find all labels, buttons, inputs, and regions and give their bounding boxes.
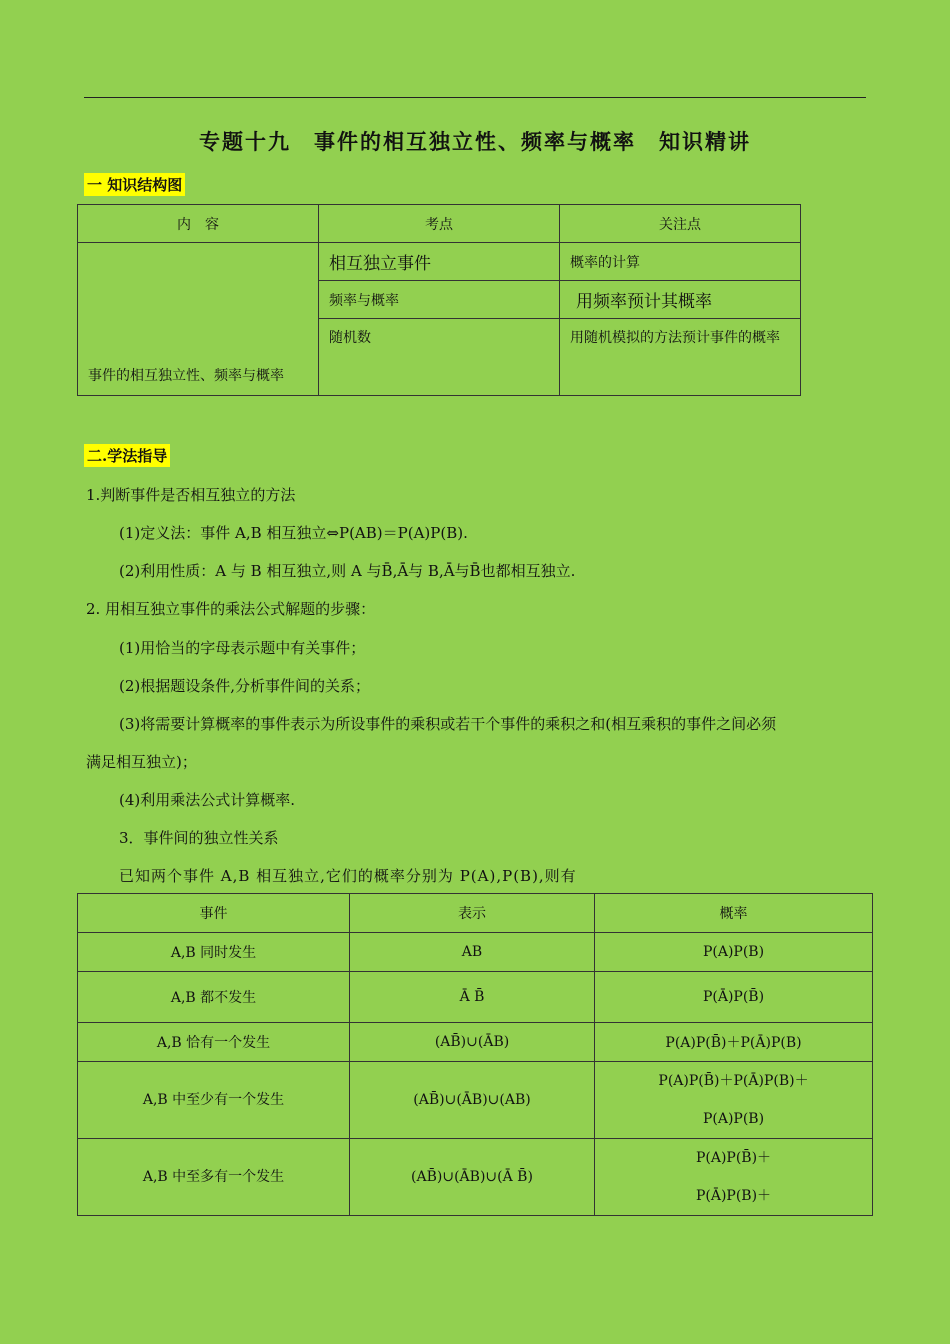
table2-prob: P(A)P(B) <box>595 933 873 972</box>
table1-point: 频率与概率 <box>319 281 560 319</box>
guide-property: (2)利用性质：A 与 B 相互独立,则 A 与B̄,Ā与 B,Ā与B̄也都相互独立. <box>119 562 576 580</box>
table2-header-repr: 表示 <box>350 894 595 933</box>
table1-point: 相互独立事件 <box>319 243 560 281</box>
table2-prob: P(A)P(B̄)＋P(Ā)P(B)＋ <box>595 1139 873 1216</box>
table1-header-focus: 关注点 <box>560 205 801 243</box>
guide-step-3-cont: 满足相互独立)； <box>86 753 197 771</box>
table2-repr: AB <box>350 933 595 972</box>
guide-intro: 已知两个事件 A,B 相互独立,它们的概率分别为 P(A),P(B),则有 <box>119 867 577 885</box>
page-title: 专题十九 事件的相互独立性、频率与概率 知识精讲 <box>199 129 751 154</box>
header-rule <box>84 97 866 98</box>
table2-repr: (AB̄)∪(ĀB) <box>350 1023 595 1062</box>
table2-repr: (AB̄)∪(ĀB)∪(Ā B̄) <box>350 1139 595 1216</box>
table2-repr: Ā B̄ <box>350 972 595 1023</box>
guide-step-3: (3)将需要计算概率的事件表示为所设事件的乘积或若干个事件的乘积之和(相互乘积的事件之间必须 <box>119 715 777 733</box>
table1-focus: 概率的计算 <box>560 243 801 281</box>
section-heading-guide: 二.学法指导 <box>84 444 170 467</box>
independence-table <box>77 893 873 1216</box>
table1-content-cell: 事件的相互独立性、频率与概率 <box>78 243 319 396</box>
table2-event: A,B 恰有一个发生 <box>78 1023 350 1062</box>
structure-table <box>77 204 801 396</box>
table2-prob: P(A)P(B̄)＋P(Ā)P(B) <box>595 1023 873 1062</box>
table1-point: 随机数 <box>319 319 560 396</box>
table2-event: A,B 同时发生 <box>78 933 350 972</box>
table1-focus: 用随机模拟的方法预计事件的概率 <box>560 319 801 396</box>
guide-step-4: (4)利用乘法公式计算概率. <box>119 791 296 809</box>
table2-event: A,B 都不发生 <box>78 972 350 1023</box>
guide-definition: (1)定义法：事件 A,B 相互独立⇔P(AB)＝P(A)P(B). <box>119 524 468 542</box>
guide-step-1: (1)用恰当的字母表示题中有关事件； <box>119 639 366 657</box>
table2-header-prob: 概率 <box>595 894 873 933</box>
table2-event: A,B 中至少有一个发生 <box>78 1062 350 1139</box>
guide-heading-1: 1.判断事件是否相互独立的方法 <box>86 486 296 504</box>
table1-header-point: 考点 <box>319 205 560 243</box>
table1-header-content: 内 容 <box>78 205 319 243</box>
table2-event: A,B 中至多有一个发生 <box>78 1139 350 1216</box>
guide-step-2: (2)根据题设条件,分析事件间的关系； <box>119 677 371 695</box>
guide-heading-2: 2. 用相互独立事件的乘法公式解题的步骤： <box>86 600 376 618</box>
table2-prob: P(A)P(B̄)＋P(Ā)P(B)＋P(A)P(B) <box>595 1062 873 1139</box>
guide-heading-3: 3．事件间的独立性关系 <box>119 829 279 847</box>
table2-prob: P(Ā)P(B̄) <box>595 972 873 1023</box>
table1-focus: 用频率预计其概率 <box>560 281 801 319</box>
table2-repr: (AB̄)∪(ĀB)∪(AB) <box>350 1062 595 1139</box>
section-heading-structure: 一 知识结构图 <box>84 173 185 196</box>
table2-header-event: 事件 <box>78 894 350 933</box>
